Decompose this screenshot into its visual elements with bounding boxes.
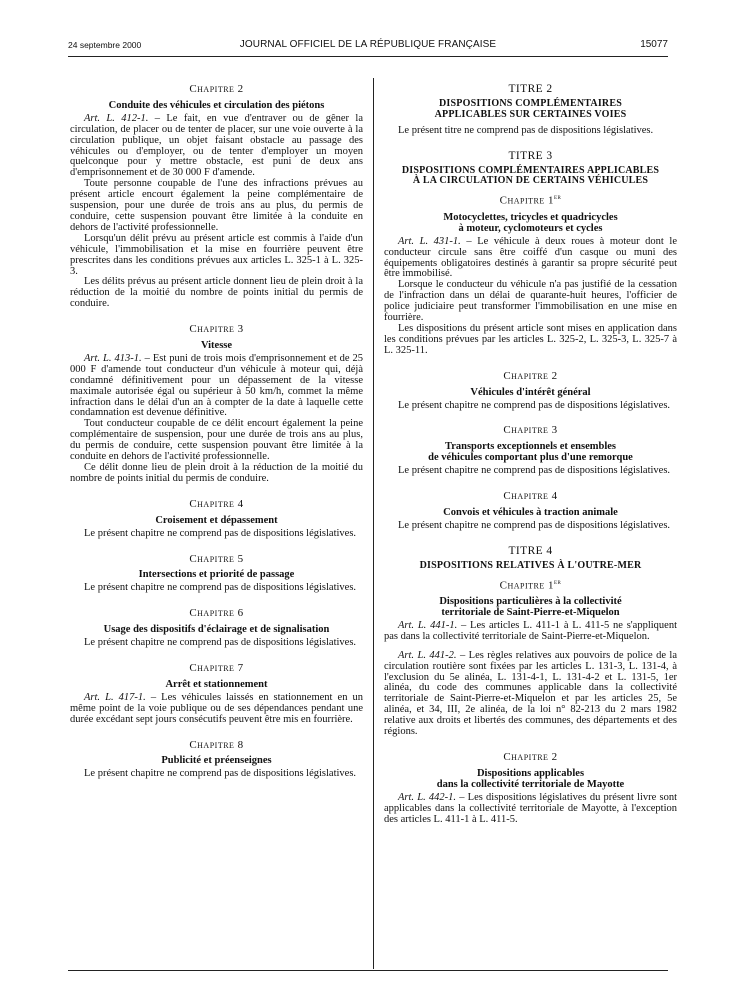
chapter-heading: Vitesse bbox=[200, 340, 233, 352]
section-chapitre-4-croisement bbox=[70, 499, 363, 540]
article-paragraph bbox=[384, 651, 677, 738]
section-chapitre-2-conduite bbox=[70, 84, 363, 310]
paragraph: Le présent chapitre ne comprend pas de dispositions législatives. bbox=[84, 527, 357, 539]
header-rule bbox=[68, 56, 668, 57]
titre-heading bbox=[384, 166, 677, 188]
chapter-label-text: Chapitre 1 bbox=[499, 579, 554, 592]
header-journal-title: JOURNAL OFFICIEL DE LA RÉPUBLIQUE FRANÇAISE bbox=[239, 39, 497, 50]
chapter-heading: Intersections et priorité de passage bbox=[138, 569, 295, 581]
article-paragraph bbox=[384, 793, 677, 826]
article-text: – Les véhicules laissés en stationnement en un même point de la voie publique ou de ses dépendances pendant une durée excédant sept jours consécutifs peuvent être mis en fourrière. bbox=[70, 691, 364, 725]
article-text: – Le véhicule à deux roues à moteur dont le conducteur circule sans être coiffé d'un casque ou muni des équipements obligatoires destinés à garantir sa propre sécurité peut être immobilisé. bbox=[384, 235, 677, 280]
paragraph: Lorsque le conducteur du véhicule n'a pas justifié de la cessation de l'infraction dans un délai de quarante-huit heures, l'officier de police judiciaire peut transformer l'immobilisation en une mise en fourrière. bbox=[384, 279, 677, 324]
paragraph: Le présent chapitre ne comprend pas de dispositions législatives. bbox=[398, 519, 671, 531]
titre-heading-line: À LA CIRCULATION DE CERTAINS VÉHICULES bbox=[412, 175, 649, 187]
paragraph: Le présent titre ne comprend pas de dispositions législatives. bbox=[398, 124, 654, 136]
titre-heading: DISPOSITIONS RELATIVES À L'OUTRE-MER bbox=[419, 559, 642, 571]
paragraph: Ce délit donne lieu de plein droit à la réduction de la moitié du nombre de points initial du permis de conduire. bbox=[70, 462, 363, 484]
paragraph: Les délits prévus au présent article donnent lieu de plein droit à la réduction de la moitié du nombre de points initial du permis de conduire. bbox=[70, 276, 363, 310]
article-text: – Les dispositions législatives du présent livre sont applicables dans la collectivité territoriale de Mayotte, à l'exception des articles L. 411-1 à L. 411-5. bbox=[384, 791, 677, 825]
chapter-heading-line: Motocyclettes, tricycles et quadricycles bbox=[443, 211, 618, 223]
titre-label: TITRE 3 bbox=[508, 149, 553, 162]
section-chapitre-5-intersections bbox=[70, 554, 363, 595]
section-chapitre-6-eclairage bbox=[70, 608, 363, 649]
chapter-label bbox=[384, 577, 677, 592]
page-header bbox=[68, 38, 668, 54]
article-paragraph bbox=[70, 354, 363, 419]
article-reference: Art. L. 431-1. bbox=[398, 235, 461, 247]
article-text: – Est puni de trois mois d'emprisonnement et de 25 000 F d'amende tout conducteur d'un véhicule à moteur qui, déjà condamné définitivement pour un dépassement de la vitesse maximale autorisée égal ou supérieur à 50 km/h, commet la même infraction dans le délai d'un an à compter de la date à laquelle cette condamnation est devenue définitive. bbox=[70, 352, 364, 419]
chapter-heading bbox=[384, 769, 677, 791]
chapter-heading: Arrêt et stationnement bbox=[165, 678, 268, 690]
chapter-heading: Convois et véhicules à traction animale bbox=[443, 506, 618, 518]
article-reference: Art. L. 441-1. bbox=[398, 619, 458, 631]
chapter-heading-line: Dispositions applicables bbox=[476, 767, 585, 779]
paragraph: Le présent chapitre ne comprend pas de dispositions législatives. bbox=[84, 637, 357, 649]
chapter-heading-line: dans la collectivité territoriale de Mayotte bbox=[436, 778, 625, 790]
titre-heading-line: DISPOSITIONS COMPLÉMENTAIRES bbox=[439, 97, 622, 109]
titre-heading bbox=[384, 99, 677, 121]
chapter-label: Chapitre 3 bbox=[503, 424, 558, 437]
article-text: – Les règles relatives aux pouvoirs de police de la circulation routière sont fixées par les articles L. 131-3, L. 131-4, à l'exclusion du 5e alinéa, L. 131-4-1, L. 131-4-2 et L. 131-5, 1er alinéa, du code des communes applicable dans la collectivité territoriale de Saint-Pierre-et-Miquelon et par les articles 25, 5e alinéa, et 34, III, 2e alinéa, de la loi n° 82-213 du 2 mars 1982 relative aux droits et libertés des communes, des départements et des régions. bbox=[384, 649, 678, 738]
chapter-heading-line: à moteur, cyclomoteurs et cycles bbox=[458, 222, 603, 234]
paragraph: Lorsqu'un délit prévu au présent article est commis à l'aide d'un véhicule, l'immobilisation et la mise en fourrière peuvent être prescrites dans les conditions prévues aux articles L. 325-1 à L. 325-3. bbox=[70, 232, 363, 277]
chapter-label-text: Chapitre 1 bbox=[499, 195, 554, 207]
footer-rule bbox=[68, 970, 668, 971]
chapter-label: Chapitre 6 bbox=[189, 607, 244, 620]
section-titre-3 bbox=[384, 151, 677, 532]
article-text: – Le fait, en vue d'entraver ou de gêner la circulation, de placer ou de tenter de placer, sur une voie ouverte à la circulation publique, un objet faisant obstacle au passage des véhicules ou d'employer, ou de tenter d'employer un moyen quelconque pour y mettre obstacle, est puni de deux ans d'emprisonnement et de 30 000 F d'amende. bbox=[70, 112, 363, 179]
chapter-label: Chapitre 5 bbox=[189, 552, 244, 565]
article-paragraph bbox=[70, 693, 363, 726]
chapter-heading: Croisement et dépassement bbox=[155, 514, 278, 526]
chapter-label: Chapitre 2 bbox=[503, 369, 558, 382]
article-paragraph bbox=[384, 237, 677, 281]
paragraph: Le présent chapitre ne comprend pas de dispositions législatives. bbox=[84, 582, 357, 594]
titre-label: TITRE 2 bbox=[508, 83, 553, 95]
paragraph: Le présent chapitre ne comprend pas de dispositions législatives. bbox=[398, 465, 671, 477]
section-chapitre-7-arret bbox=[70, 663, 363, 726]
chapter-label: Chapitre 4 bbox=[189, 497, 244, 510]
chapter-heading bbox=[384, 597, 677, 619]
article-reference: Art. L. 412-1. bbox=[84, 112, 149, 124]
chapter-heading: Usage des dispositifs d'éclairage et de signalisation bbox=[103, 624, 330, 636]
article-reference: Art. L. 441-2. bbox=[398, 649, 457, 661]
chapter-label-sup: er bbox=[553, 193, 562, 202]
chapter-heading-line: Dispositions particulières à la collectivité bbox=[439, 596, 622, 608]
paragraph: Les dispositions du présent article sont mises en application dans les conditions prévues par les articles L. 325-2, L. 325-3, L. 325-7 à L. 325-11. bbox=[384, 322, 677, 356]
paragraph: Tout conducteur coupable de ce délit encourt également la peine complémentaire de suspension, pour une durée de trois ans au plus, du permis de conduire, cette suspension pouvant être limitée à la conduite en dehors de l'activité professionnelle. bbox=[70, 418, 363, 463]
paragraph: Le présent chapitre ne comprend pas de dispositions législatives. bbox=[398, 399, 671, 411]
header-page-number: 15077 bbox=[640, 39, 668, 50]
article-paragraph bbox=[384, 621, 677, 643]
chapter-label bbox=[384, 192, 677, 207]
chapter-heading-line: de véhicules comportant plus d'une remorque bbox=[428, 452, 633, 464]
chapter-label: Chapitre 3 bbox=[189, 323, 244, 336]
article-reference: Art. L. 413-1. bbox=[84, 352, 142, 364]
right-column bbox=[384, 84, 677, 825]
chapter-label: Chapitre 2 bbox=[189, 83, 244, 95]
section-chapitre-3-vitesse bbox=[70, 324, 363, 485]
article-reference: Art. L. 442-1. bbox=[398, 791, 457, 803]
titre-heading-line: APPLICABLES SUR CERTAINES VOIES bbox=[434, 108, 627, 120]
article-text: – Les articles L. 411-1 à L. 411-5 ne s'appliquent pas dans la collectivité territoriale de Saint-Pierre-et-Miquelon. bbox=[384, 619, 678, 642]
column-divider bbox=[373, 78, 374, 969]
paragraph: Le présent chapitre ne comprend pas de dispositions législatives. bbox=[84, 768, 357, 780]
chapter-label-sup: er bbox=[553, 577, 562, 586]
chapter-heading: Conduite des véhicules et circulation des piétons bbox=[108, 99, 325, 111]
chapter-label: Chapitre 2 bbox=[503, 751, 558, 763]
chapter-label: Chapitre 7 bbox=[189, 661, 244, 674]
article-reference: Art. L. 417-1. bbox=[84, 691, 146, 703]
section-chapitre-8-publicite bbox=[70, 740, 363, 781]
header-date: 24 septembre 2000 bbox=[68, 40, 142, 50]
chapter-heading: Publicité et préenseignes bbox=[161, 755, 272, 767]
left-column bbox=[70, 84, 363, 780]
chapter-heading-line: Transports exceptionnels et ensembles bbox=[445, 441, 616, 453]
article-paragraph bbox=[70, 114, 363, 179]
section-titre-2 bbox=[384, 84, 677, 137]
paragraph: Toute personne coupable de l'une des infractions prévues au présent article encourt également la peine complémentaire de suspension, pour une durée de trois ans au plus, du permis de conduire, cette suspension pouvant être limitée à la conduite en dehors de l'activité professionnelle. bbox=[70, 178, 363, 233]
titre-heading-line: DISPOSITIONS COMPLÉMENTAIRES APPLICABLES bbox=[401, 164, 660, 176]
chapter-label: Chapitre 4 bbox=[503, 490, 558, 503]
chapter-heading-line: territoriale de Saint-Pierre-et-Miquelon bbox=[441, 607, 620, 619]
section-titre-4 bbox=[384, 546, 677, 826]
chapter-heading bbox=[384, 442, 677, 464]
chapter-label: Chapitre 8 bbox=[189, 738, 244, 751]
chapter-heading: Véhicules d'intérêt général bbox=[470, 386, 591, 398]
titre-label: TITRE 4 bbox=[508, 544, 553, 557]
chapter-heading bbox=[384, 213, 677, 235]
